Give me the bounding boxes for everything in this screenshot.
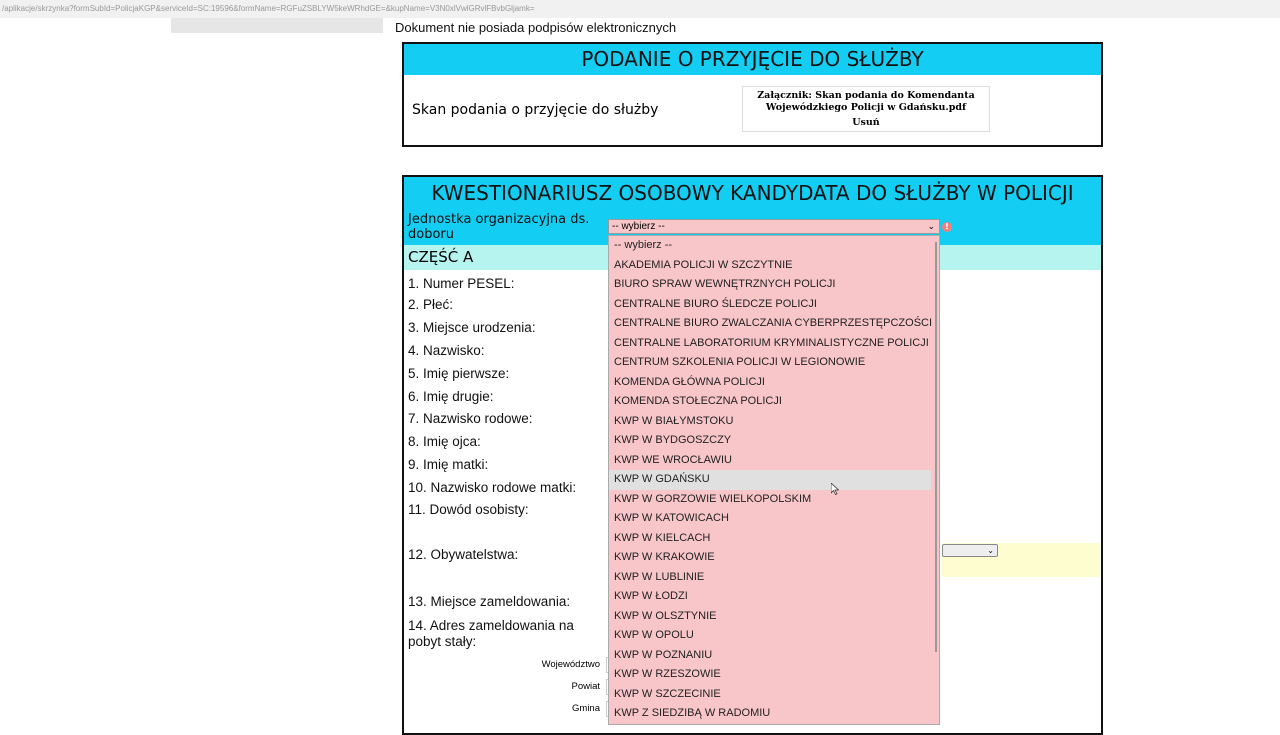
dropdown-option[interactable]: KWP W POZNANIU <box>614 648 713 661</box>
signature-notice: Dokument nie posiada podpisów elektronicznych <box>395 20 677 35</box>
application-section <box>402 42 1103 147</box>
dropdown-option[interactable]: KWP W BYDGOSZCZY <box>614 434 732 446</box>
dropdown-option[interactable]: KWP W KRAKOWIE <box>614 551 715 563</box>
dropdown-option[interactable]: KWP W KIELCACH <box>614 531 711 544</box>
question-label: 12. Obywatelstwa: <box>408 547 519 562</box>
dropdown-option[interactable]: KOMENDA STOŁECZNA POLICJI <box>614 395 782 407</box>
address-field-label: Gmina <box>572 703 600 714</box>
question-label: 9. Imię matki: <box>408 457 489 472</box>
attachment-box <box>742 86 990 132</box>
dropdown-option[interactable]: KOMENDA GŁÓWNA POLICJI <box>614 375 765 388</box>
question-label: 7. Nazwisko rodowe: <box>408 411 533 426</box>
section-title: PODANIE O PRZYJĘCIE DO SŁUŻBY <box>404 44 1101 75</box>
unit-dropdown-list[interactable] <box>608 235 940 725</box>
dropdown-option[interactable]: KWP WE WROCŁAWIU <box>614 453 732 466</box>
address-bar[interactable]: /aplikacje/skrzynka?formSubId=PolicjaKGP&serviceId=SC:19596&formName=RGFuZSBLYW5keWRhdGE=&kupName=V3N0xlVwlGRvlFBvbGljamk= <box>0 0 1280 18</box>
dropdown-option[interactable]: KWP W OPOLU <box>614 629 694 641</box>
address-field-label: Powiat <box>571 681 600 692</box>
question-label: 8. Imię ojca: <box>408 434 481 449</box>
question-label: 5. Imię pierwsze: <box>408 366 510 381</box>
dropdown-option[interactable]: KWP W RZESZOWIE <box>614 668 721 680</box>
part-heading: CZĘŚĆ A <box>404 245 1101 270</box>
dropdown-option[interactable]: KWP W GORZOWIE WIELKOPOLSKIM <box>614 492 812 505</box>
question-label: 13. Miejsce zameldowania: <box>408 594 571 609</box>
dropdown-option[interactable]: KWP W OLSZTYNIE <box>614 609 717 622</box>
unit-select[interactable] <box>608 219 940 234</box>
dropdown-option[interactable]: KWP W LUBLINIE <box>614 570 705 583</box>
scan-label: Skan podania o przyjęcie do służby <box>412 102 659 118</box>
dropdown-option[interactable]: KWP Z SIEDZIBĄ W RADOMIU <box>614 707 771 719</box>
question-label: 3. Miejsce urodzenia: <box>408 320 536 335</box>
address-field-label: Województwo <box>541 659 600 670</box>
question-label: 4. Nazwisko: <box>408 343 485 358</box>
attachment-name[interactable]: Załącznik: Skan podania do Komendanta Wojewódzkiego Policji w Gdańsku.pdf <box>757 90 975 113</box>
sidebar-placeholder <box>171 18 383 33</box>
dropdown-option[interactable]: CENTRUM SZKOLENIA POLICJI W LEGIONOWIE <box>614 356 866 368</box>
dropdown-option[interactable]: KWP W KATOWICACH <box>614 512 729 524</box>
scrollbar[interactable] <box>935 242 937 652</box>
dropdown-option[interactable]: KWP W SZCZECINIE <box>614 687 721 700</box>
section-title: KWESTIONARIUSZ OSOBOWY KANDYDATA DO SŁUŻBY W POLICJI <box>431 181 1074 205</box>
question-label: 2. Płeć: <box>408 297 454 312</box>
dropdown-option[interactable]: CENTRALNE BIURO ZWALCZANIA CYBERPRZESTĘPCZOŚCI <box>614 317 933 329</box>
dropdown-option[interactable]: BIURO SPRAW WEWNĘTRZNYCH POLICJI <box>614 278 836 290</box>
unit-select-value: -- wybierz -- <box>612 221 665 232</box>
question-label: 6. Imię drugie: <box>408 389 494 404</box>
question-label: 1. Numer PESEL: <box>408 276 515 291</box>
unit-label: Jednostka organizacyjna ds. doboru <box>408 212 590 242</box>
dropdown-option[interactable]: KWP W ŁODZI <box>614 590 688 602</box>
chevron-down-icon: ⌄ <box>927 221 935 231</box>
dropdown-option[interactable]: KWP W GDAŃSKU <box>609 470 931 490</box>
question-label: 14. Adres zameldowania na pobyt stały: <box>408 618 574 649</box>
question-label: 11. Dowód osobisty: <box>408 502 529 517</box>
mouse-cursor-icon <box>831 483 839 495</box>
chevron-down-icon: ⌄ <box>987 546 994 555</box>
delete-attachment-link[interactable]: Usuń <box>852 117 880 128</box>
dropdown-option[interactable]: KWP W BIAŁYMSTOKU <box>614 414 734 427</box>
warning-icon: ! <box>942 222 952 232</box>
dropdown-option[interactable]: CENTRALNE LABORATORIUM KRYMINALISTYCZNE POLICJI <box>614 336 929 349</box>
dropdown-option[interactable]: CENTRALNE BIURO ŚLEDCZE POLICJI <box>614 297 817 310</box>
dropdown-option[interactable]: -- wybierz -- <box>614 239 673 251</box>
question-label: 10. Nazwisko rodowe matki: <box>408 480 577 495</box>
dropdown-option[interactable]: AKADEMIA POLICJI W SZCZYTNIE <box>614 258 793 271</box>
citizenship-select[interactable] <box>942 544 998 557</box>
